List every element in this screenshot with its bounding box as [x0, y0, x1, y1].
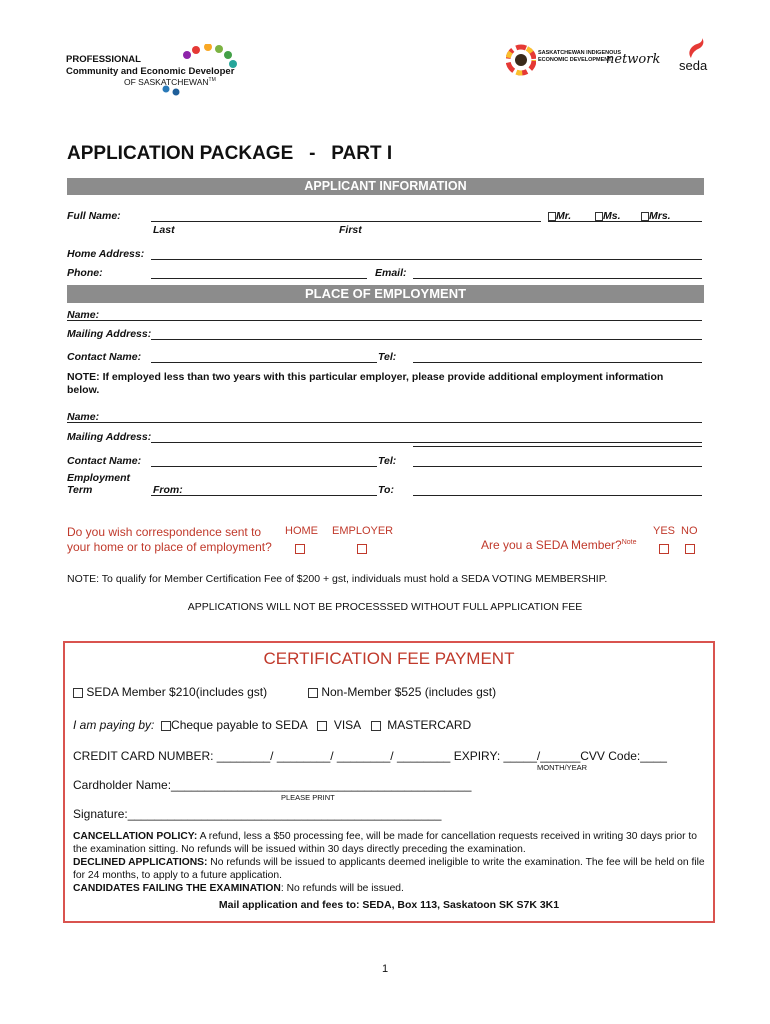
employment-term-label: Employment Term: [67, 472, 131, 496]
network-logo-line2: ECONOMIC DEVELOPMENT: [538, 57, 612, 63]
mailing-address2-field-extra[interactable]: [413, 446, 702, 447]
tel-label: Tel:: [378, 351, 397, 363]
mrs-checkbox[interactable]: [641, 212, 649, 221]
employer2-name-label: Name:: [67, 411, 100, 423]
from-label: From:: [153, 484, 183, 496]
to-field[interactable]: [413, 495, 702, 496]
cardholder-name-field[interactable]: Cardholder Name:_____________________________________________: [73, 778, 472, 792]
seda-logo-mark: [685, 38, 707, 60]
mailing-address-field[interactable]: [151, 339, 702, 340]
mailing-address2-label: Mailing Address:: [67, 431, 152, 443]
contact-name2-label: Contact Name:: [67, 455, 142, 467]
from-field[interactable]: [151, 495, 377, 496]
applicant-info-bar: APPLICANT INFORMATION: [67, 178, 704, 195]
yes-label: YES: [653, 525, 676, 537]
pced-logo-line3: OF SASKATCHEWAN™: [124, 77, 216, 87]
refund-policies: [73, 830, 705, 895]
phone-label: Phone:: [67, 267, 103, 279]
title-mr-option[interactable]: Mr.: [548, 210, 571, 222]
full-name-label: Full Name:: [67, 210, 121, 222]
seda-logo-text: seda: [679, 58, 708, 73]
page-title: APPLICATION PACKAGE - PART I: [67, 143, 393, 164]
employer-name-field[interactable]: [67, 320, 702, 321]
fee-title: CERTIFICATION FEE PAYMENT: [263, 649, 515, 668]
employer2-name-field[interactable]: [67, 422, 702, 423]
email-field[interactable]: [413, 278, 702, 279]
email-label: Email:: [375, 267, 407, 279]
to-label: To:: [378, 484, 394, 496]
title-underline: [548, 221, 702, 222]
network-logo-mark: [506, 44, 536, 76]
fee-warning: APPLICATIONS WILL NOT BE PROCESSSED WITHOUT FULL APPLICATION FEE: [187, 601, 583, 613]
title-mrs-option[interactable]: Mrs.: [641, 210, 671, 222]
pced-logo: [66, 44, 236, 96]
last-name-caption: Last: [153, 224, 175, 236]
cheque-checkbox[interactable]: [161, 721, 171, 731]
signature-field[interactable]: Signature:_______________________________________________: [73, 807, 442, 821]
employment-note: NOTE: If employed less than two years with this particular employer, please provide additional employment information below.: [67, 371, 664, 396]
ms-checkbox[interactable]: [595, 212, 603, 221]
home-address-label: Home Address:: [67, 248, 145, 260]
phone-field[interactable]: [151, 278, 367, 279]
credit-card-line[interactable]: CREDIT CARD NUMBER: ________/ ________/ ________/ ________ EXPIRY: _____/______CVV Code:____: [73, 749, 667, 763]
correspondence-question: Do you wish correspondence sent to your home or to place of employment?: [67, 525, 272, 554]
home-address-field[interactable]: [151, 259, 702, 260]
network-logo-script: network: [606, 52, 661, 67]
non-member-fee-option[interactable]: Non-Member $525 (includes gst): [308, 685, 496, 699]
mr-checkbox[interactable]: [548, 212, 556, 221]
seda-logo: [675, 38, 715, 78]
contact-name2-field[interactable]: [151, 466, 377, 467]
seda-member-fee-checkbox[interactable]: [73, 688, 83, 698]
month-year-caption: MONTH/YEAR: [537, 763, 588, 772]
visa-checkbox[interactable]: [317, 721, 327, 731]
yes-checkbox[interactable]: [659, 541, 669, 559]
seda-member-fee-option[interactable]: SEDA Member $210(includes gst): [73, 685, 267, 699]
employer-option-label: EMPLOYER: [332, 525, 394, 537]
payment-method-row: I am paying by: Cheque payable to SEDA VISA MASTERCARD: [73, 718, 472, 732]
employment-bar: PLACE OF EMPLOYMENT: [67, 285, 704, 303]
tel-field[interactable]: [413, 362, 702, 363]
page-number: 1: [381, 963, 389, 975]
first-name-caption: First: [339, 224, 362, 236]
no-checkbox[interactable]: [685, 541, 695, 559]
full-name-field[interactable]: [151, 221, 541, 222]
tel2-label: Tel:: [378, 455, 397, 467]
contact-name-label: Contact Name:: [67, 351, 142, 363]
failing-candidates-policy: CANDIDATES FAILING THE EXAMINATION: No refunds will be issued.: [73, 883, 404, 894]
home-option-label: HOME: [285, 525, 318, 537]
please-print-caption: PLEASE PRINT: [281, 793, 335, 802]
employer-name-label: Name:: [67, 309, 100, 321]
pced-logo-line1: PROFESSIONAL: [66, 54, 141, 65]
paying-by-label: I am paying by:: [73, 718, 155, 732]
employer-checkbox[interactable]: [357, 541, 367, 559]
tel2-field[interactable]: [413, 466, 702, 467]
seda-member-question: Are you a SEDA Member?$^{Note}$: [481, 538, 637, 552]
network-logo-line1: SASKATCHEWAN INDIGENOUS: [538, 50, 622, 56]
pced-logo-line2: Community and Economic Developer: [66, 66, 235, 77]
membership-note: NOTE: To qualify for Member Certification Fee of $200 + gst, individuals must hold a SEDA VOTING MEMBERSHIP.: [67, 573, 608, 585]
home-checkbox[interactable]: [295, 541, 305, 559]
mailing-address2-field[interactable]: [151, 442, 702, 443]
declined-applications-policy: DECLINED APPLICATIONS: No refunds will be issued to applicants deemed ineligible to write the examination. The fee will be held on file for 24 months, to apply to a future application.: [73, 857, 705, 881]
no-label: NO: [681, 525, 698, 537]
contact-name-field[interactable]: [151, 362, 377, 363]
title-ms-option[interactable]: Ms.: [595, 210, 621, 222]
non-member-fee-checkbox[interactable]: [308, 688, 318, 698]
mailing-instructions: Mail application and fees to: SEDA, Box 113, Saskatoon SK S7K 3K1: [218, 899, 560, 911]
mailing-address-label: Mailing Address:: [67, 328, 152, 340]
cancellation-policy: CANCELLATION POLICY: A refund, less a $50 processing fee, will be made for cancellation requests received in writing 30 days prior to the examination sitting. No refunds will be issued within 30 days directly preceding the examination.: [73, 831, 697, 855]
mastercard-checkbox[interactable]: [371, 721, 381, 731]
network-logo: [506, 44, 666, 84]
